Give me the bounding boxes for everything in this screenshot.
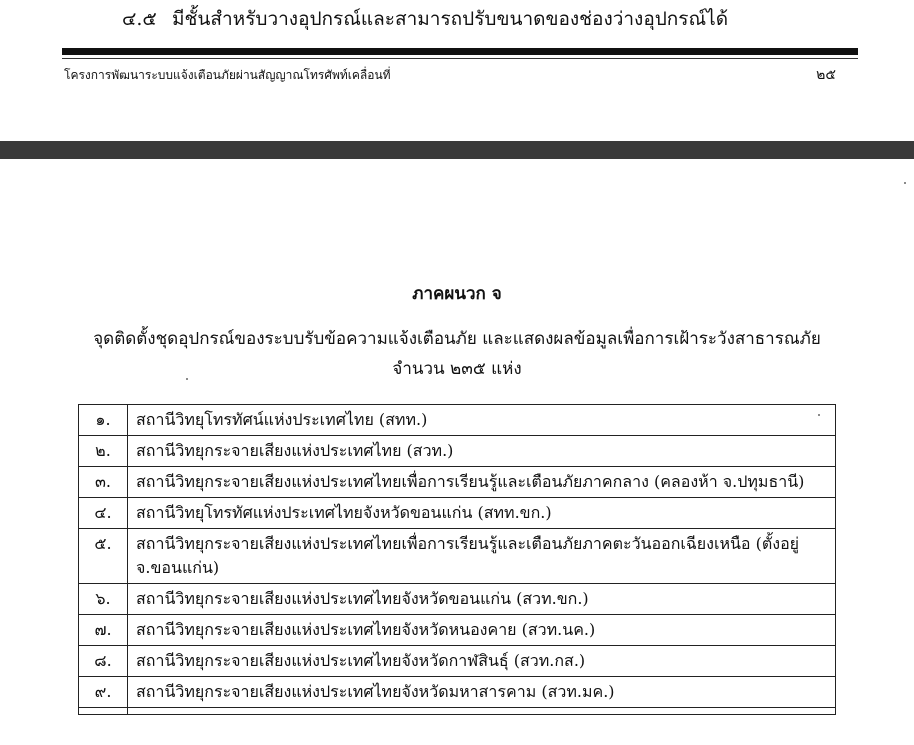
page-separator xyxy=(0,141,914,159)
table-row xyxy=(79,708,836,715)
row-number: ๙. xyxy=(79,677,128,708)
footer-rule-thick xyxy=(62,48,858,55)
item-number: ๔.๕ xyxy=(122,8,157,30)
station-name: สถานีวิทยุกระจายเสียงแห่งประเทศไทย (สวท.) xyxy=(128,436,836,467)
row-number: ๒. xyxy=(79,436,128,467)
appendix-title: ภาคผนวก จ xyxy=(412,284,502,304)
table-row xyxy=(79,529,836,584)
scan-speck xyxy=(904,182,906,184)
page-number: ๒๕ xyxy=(816,67,836,83)
row-number: ๖. xyxy=(79,584,128,615)
footer-rule-thin xyxy=(62,58,858,59)
stations-table xyxy=(78,404,836,715)
station-name: สถานีวิทยุกระจายเสียงแห่งประเทศไทยเพื่อการเรียนรู้และเตือนภัยภาคตะวันออกเฉียงเหนือ (ตั้งอยู่ จ.ขอนแก่น) xyxy=(128,529,836,584)
station-name: สถานีวิทยุกระจายเสียงแห่งประเทศไทยจังหวัดมหาสารคาม (สวท.มค.) xyxy=(128,677,836,708)
row-number: ๕. xyxy=(79,529,128,584)
station-name xyxy=(128,708,836,715)
appendix-subtitle xyxy=(0,324,914,384)
station-name: สถานีวิทยุกระจายเสียงแห่งประเทศไทยจังหวัดกาฬสินธุ์ (สวท.กส.) xyxy=(128,646,836,677)
scan-speck xyxy=(818,414,820,416)
appendix-subtitle-line2: จำนวน ๒๓๕ แห่ง xyxy=(392,359,522,379)
station-name: สถานีวิทยุโทรทัศน์แห่งประเทศไทย (สทท.) xyxy=(128,405,836,436)
row-number: ๑. xyxy=(79,405,128,436)
table-row xyxy=(79,584,836,615)
row-number: ๓. xyxy=(79,467,128,498)
table-row xyxy=(79,615,836,646)
table-row xyxy=(79,405,836,436)
row-number: ๘. xyxy=(79,646,128,677)
row-number xyxy=(79,708,128,715)
page-footer-text: โครงการพัฒนาระบบแจ้งเตือนภัยผ่านสัญญาณโทรศัพท์เคลื่อนที่ xyxy=(64,68,391,82)
table-row xyxy=(79,646,836,677)
table-row xyxy=(79,498,836,529)
station-name: สถานีวิทยุกระจายเสียงแห่งประเทศไทยจังหวัดหนองคาย (สวท.นค.) xyxy=(128,615,836,646)
table-row xyxy=(79,467,836,498)
row-number: ๔. xyxy=(79,498,128,529)
appendix-subtitle-line1: จุดติดตั้งชุดอุปกรณ์ของระบบรับข้อความแจ้งเตือนภัย และแสดงผลข้อมูลเพื่อการเฝ้าระวังสาธารณภัย xyxy=(93,329,821,349)
row-number: ๗. xyxy=(79,615,128,646)
station-name: สถานีวิทยุโทรทัศแห่งประเทศไทยจังหวัดขอนแก่น (สทท.ขก.) xyxy=(128,498,836,529)
station-name: สถานีวิทยุกระจายเสียงแห่งประเทศไทยจังหวัดขอนแก่น (สวท.ขก.) xyxy=(128,584,836,615)
table-row xyxy=(79,677,836,708)
scan-speck xyxy=(186,378,188,380)
table-row xyxy=(79,436,836,467)
station-name: สถานีวิทยุกระจายเสียงแห่งประเทศไทยเพื่อการเรียนรู้และเตือนภัยภาคกลาง (คลองห้า จ.ปทุมธานี) xyxy=(128,467,836,498)
previous-page-last-item xyxy=(122,4,728,34)
item-text: มีชั้นสำหรับวางอุปกรณ์และสามารถปรับขนาดของช่องว่างอุปกรณ์ได้ xyxy=(172,8,729,30)
